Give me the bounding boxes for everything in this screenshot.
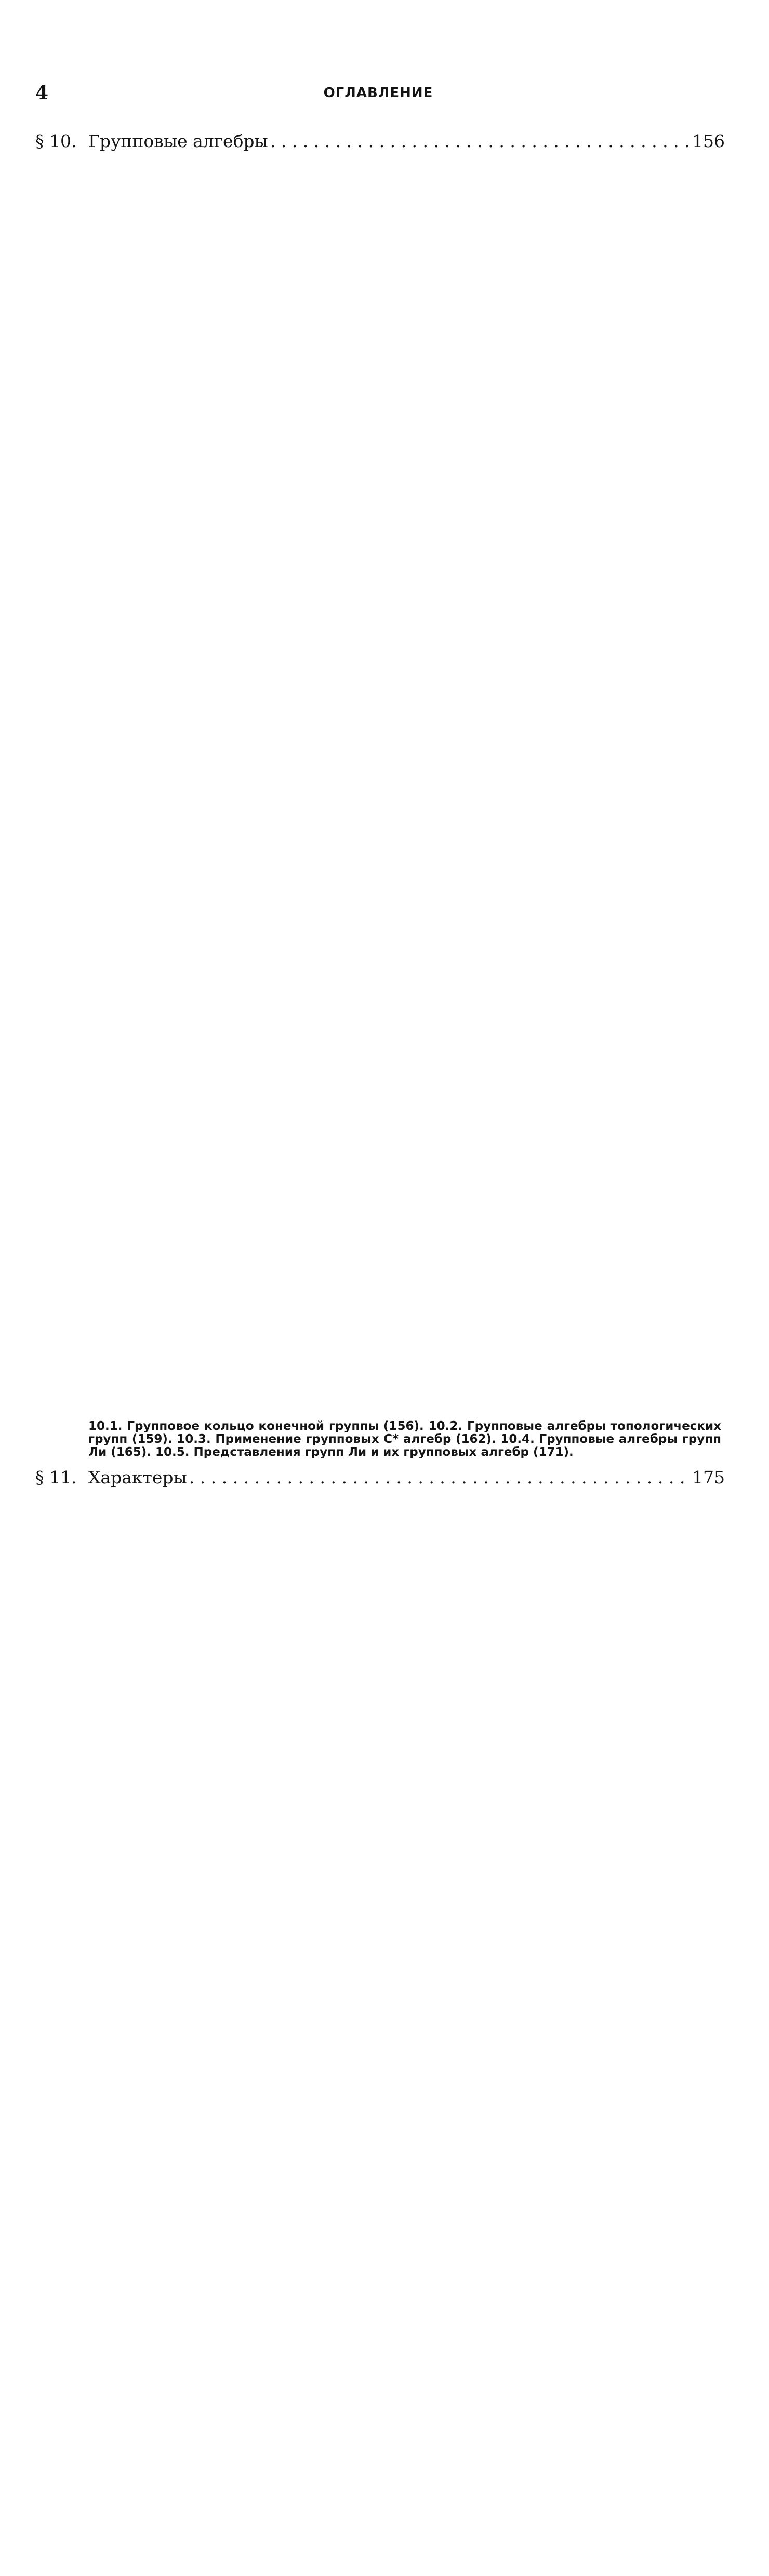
page-number: 4 [35,82,49,104]
section-description: 10.1. Групповое кольцо конечной группы (156). 10.2. Групповые алгебры топологических групп (159). 10.3. Применение групповых C* алгебр (162). 10.4. Групповые алгебры групп Ли (165). 10.5. Представления групп Ли и их групповых алгебр (171). [88,1419,721,1459]
section-page: 175 [692,1467,725,1488]
section-number: § 11. [35,1467,77,1488]
page-header [35,82,721,108]
dot-leader [270,130,690,153]
running-title: ОГЛАВЛЕНИЕ [323,85,433,101]
section-number: § 10. [35,131,77,151]
dot-leader [189,1466,690,1489]
toc-entry-10 [35,130,725,1459]
section-title[interactable]: Групповые алгебры [88,131,268,151]
table-of-contents [35,130,725,2576]
section-title[interactable]: Характеры [88,1467,187,1488]
section-page: 156 [692,131,725,151]
toc-entry-11 [35,1466,725,2576]
